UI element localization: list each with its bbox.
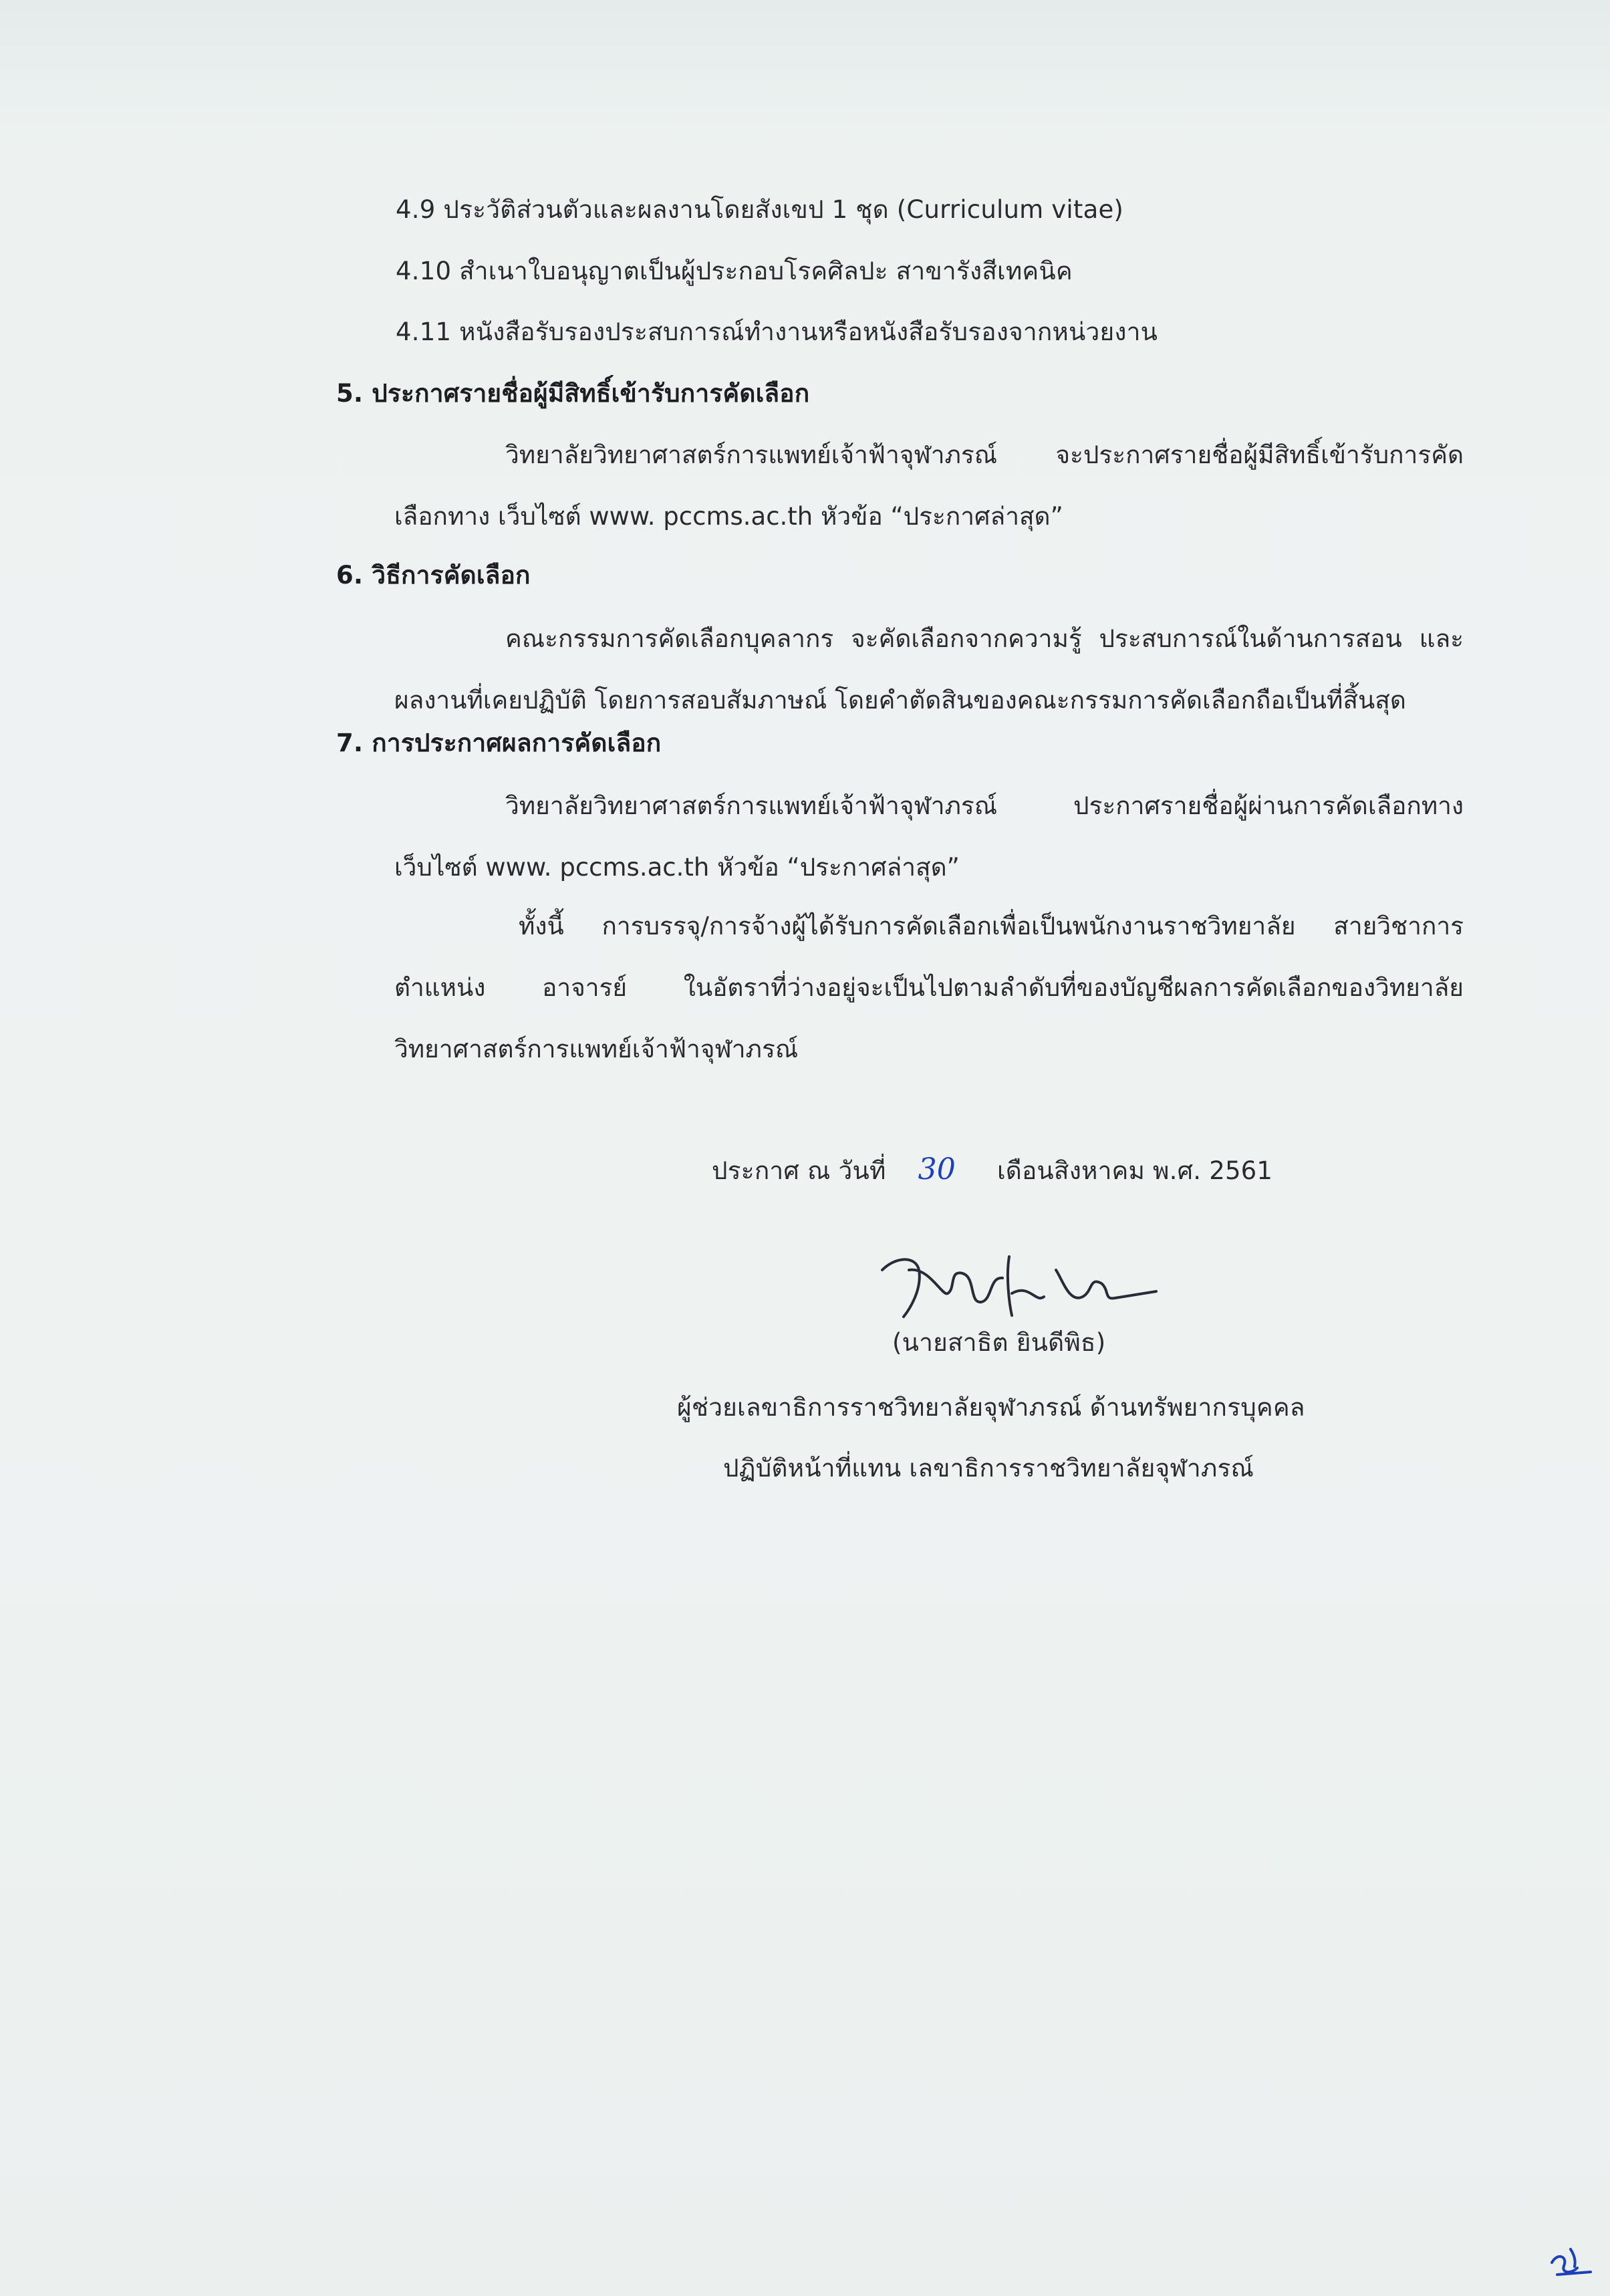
section-5-heading: 5. ประกาศรายชื่อผู้มีสิทธิ์เข้ารับการคัดเลือก: [336, 379, 810, 408]
item-4-11: 4.11 หนังสือรับรองประสบการณ์ทำงานหรือหนังสือรับรองจากหน่วยงาน: [396, 317, 1158, 346]
announcement-prefix: ประกาศ ณ วันที่: [712, 1156, 886, 1185]
section-5-body: วิทยาลัยวิทยาศาสตร์การแพทย์เจ้าฟ้าจุฬาภรณ์ จะประกาศรายชื่อผู้มีสิทธิ์เข้ารับการคัดเลือกทาง เว็บไซต์ www. pccms.ac.th หัวข้อ “ประกาศล่าสุด”: [394, 440, 1464, 531]
announcement-suffix: เดือนสิงหาคม พ.ศ. 2561: [996, 1156, 1273, 1185]
item-4-9: 4.9 ประวัติส่วนตัวและผลงานโดยสังเขป 1 ชุด (Curriculum vitae): [396, 195, 1124, 224]
signatory-name: (นายสาธิต ยินดีพิธ): [892, 1328, 1106, 1357]
signature: [869, 1230, 1163, 1337]
announcement-date: [712, 1152, 1273, 1186]
section-6-heading: 6. วิธีการคัดเลือก: [336, 561, 531, 590]
section-7-heading: 7. การประกาศผลการคัดเลือก: [336, 729, 662, 757]
section-6-body: คณะกรรมการคัดเลือกบุคลากร จะคัดเลือกจากความรู้ ประสบการณ์ในด้านการสอน และ ผลงานที่เคยปฏิบัติ โดยการสอบสัมภาษณ์ โดยคำตัดสินของคณะกรรมการคัดเลือกถือเป็นที่สิ้นสุด: [394, 624, 1464, 715]
section-7-body-2: ทั้งนี้ การบรรจุ/การจ้างผู้ได้รับการคัดเลือกเพื่อเป็นพนักงานราชวิทยาลัย สายวิชาการ ตำแหน่ง อาจารย์ ในอัตราที่ว่างอยู่จะเป็นไปตามลำดับที่ของบัญชีผลการคัดเลือกของวิทยาลัย วิทยาศาสตร์การแพทย์เจ้าฟ้าจุฬาภรณ์: [394, 912, 1464, 1063]
handwritten-page-mark: [1544, 2236, 1597, 2283]
signatory-position-2: ปฏิบัติหน้าที่แทน เลขาธิการราชวิทยาลัยจุฬาภรณ์: [723, 1454, 1254, 1483]
section-7-body-1: วิทยาลัยวิทยาศาสตร์การแพทย์เจ้าฟ้าจุฬาภรณ์ ประกาศรายชื่อผู้ผ่านการคัดเลือกทาง เว็บไซต์ www. pccms.ac.th หัวข้อ “ประกาศล่าสุด”: [394, 791, 1464, 882]
item-4-10: 4.10 สำเนาใบอนุญาตเป็นผู้ประกอบโรคศิลปะ สาขารังสีเทคนิค: [396, 257, 1073, 285]
announcement-day-handwritten: 30: [918, 1152, 956, 1186]
signatory-position-1: ผู้ช่วยเลขาธิการราชวิทยาลัยจุฬาภรณ์ ด้านทรัพยากรบุคคล: [677, 1393, 1305, 1422]
